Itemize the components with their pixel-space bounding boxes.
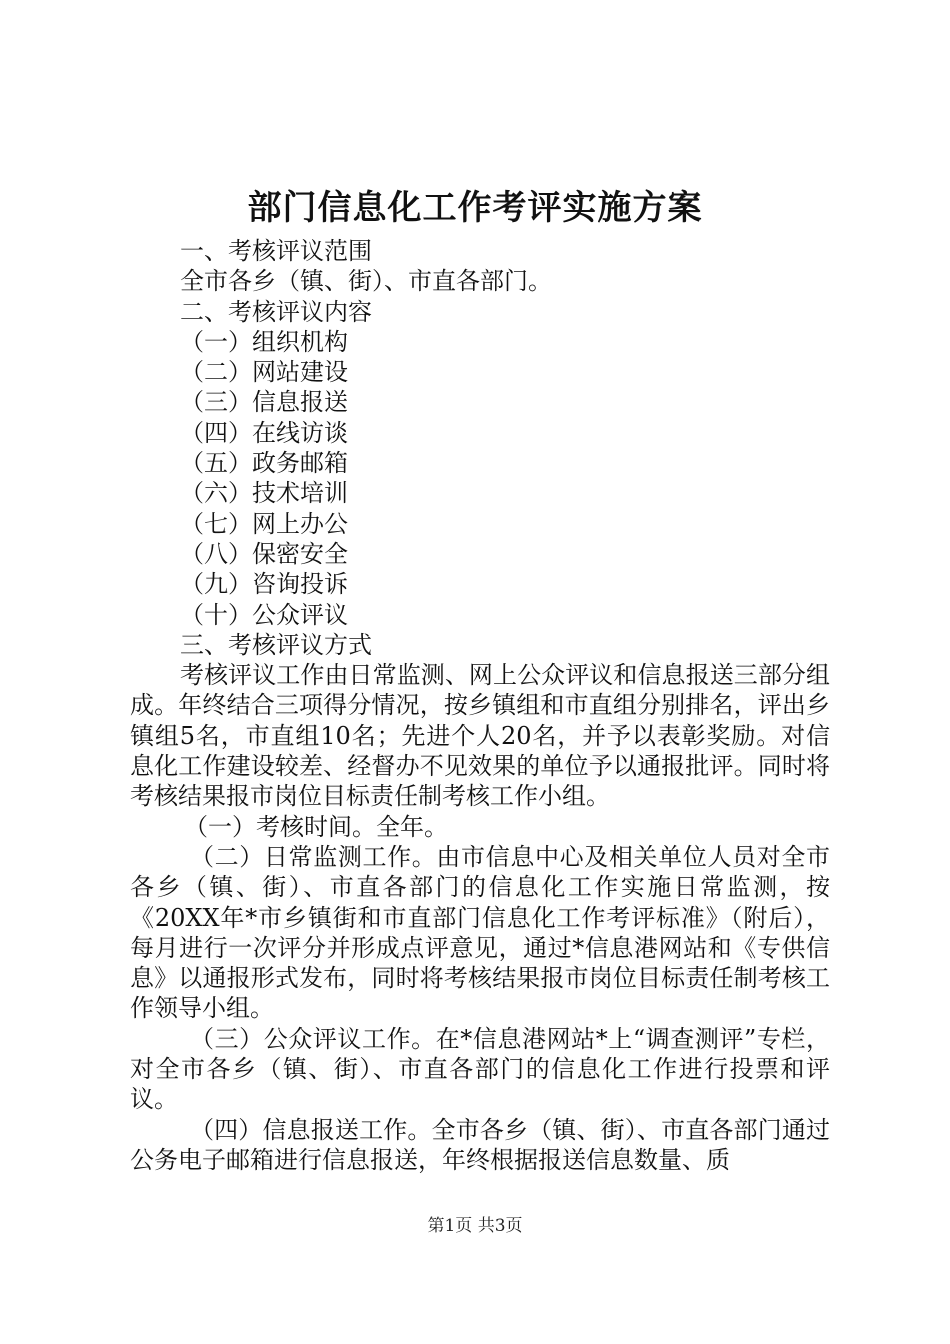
section-heading-scope: 一、考核评议范围: [180, 237, 372, 265]
page-number-footer: 第1页 共3页: [427, 1216, 523, 1236]
section-heading-method: 三、考核评议方式: [180, 630, 372, 659]
content-item: （四）在线访谈: [180, 418, 348, 447]
method-paragraph: 考核评议工作由日常监测、网上公众评议和信息报送三部分组成。年终结合三项得分情况，按乡镇组和市直组分别排名，评出乡镇组5名，市直组10名；先进个人20名，并予以表彰奖励。对信息化工作建设较差、经督办不见效果的单位予以通报批评。同时将考核结果报市岗位目标责任制考核工作小组。: [130, 661, 830, 811]
content-item: （十）公众评议: [180, 600, 348, 629]
content-item: （六）技术培训: [180, 479, 348, 508]
content-item: （五）政务邮箱: [180, 449, 348, 478]
scope-text: 全市各乡（镇、街）、市直各部门。: [180, 267, 552, 296]
document-title: 部门信息化工作考评实施方案: [247, 188, 703, 228]
section-heading-content: 二、考核评议内容: [180, 297, 372, 326]
content-item: （二）网站建设: [180, 358, 348, 387]
content-item: （八）保密安全: [180, 539, 348, 568]
method-item-monitoring: （二）日常监测工作。由市信息中心及相关单位人员对全市各乡（镇、街）、市直各部门的信息化工作实施日常监测，按《20XX年*市乡镇街和市直部门信息化工作考评标准》（附后），每月进行一次评分并形成点评意见，通过*信息港网站和《专供信息》以通报形式发布，同时将考核结果报市岗位目标责任制考核工作领导小组。: [130, 842, 830, 1023]
method-item-time: （一）考核时间。全年。: [184, 812, 448, 841]
document-body: [130, 236, 830, 1175]
method-item-info-report: （四）信息报送工作。全市各乡（镇、街）、市直各部门通过公务电子邮箱进行信息报送，年终根据报送信息数量、质: [130, 1115, 830, 1174]
content-item: （一）组织机构: [180, 327, 348, 356]
content-item: （九）咨询投诉: [180, 570, 348, 599]
content-item: （七）网上办公: [180, 509, 348, 538]
content-item: （三）信息报送: [180, 388, 348, 417]
method-item-public-review: （三）公众评议工作。在*信息港网站*上“调查测评”专栏，对全市各乡（镇、街）、市直各部门的信息化工作进行投票和评议。: [130, 1024, 830, 1114]
